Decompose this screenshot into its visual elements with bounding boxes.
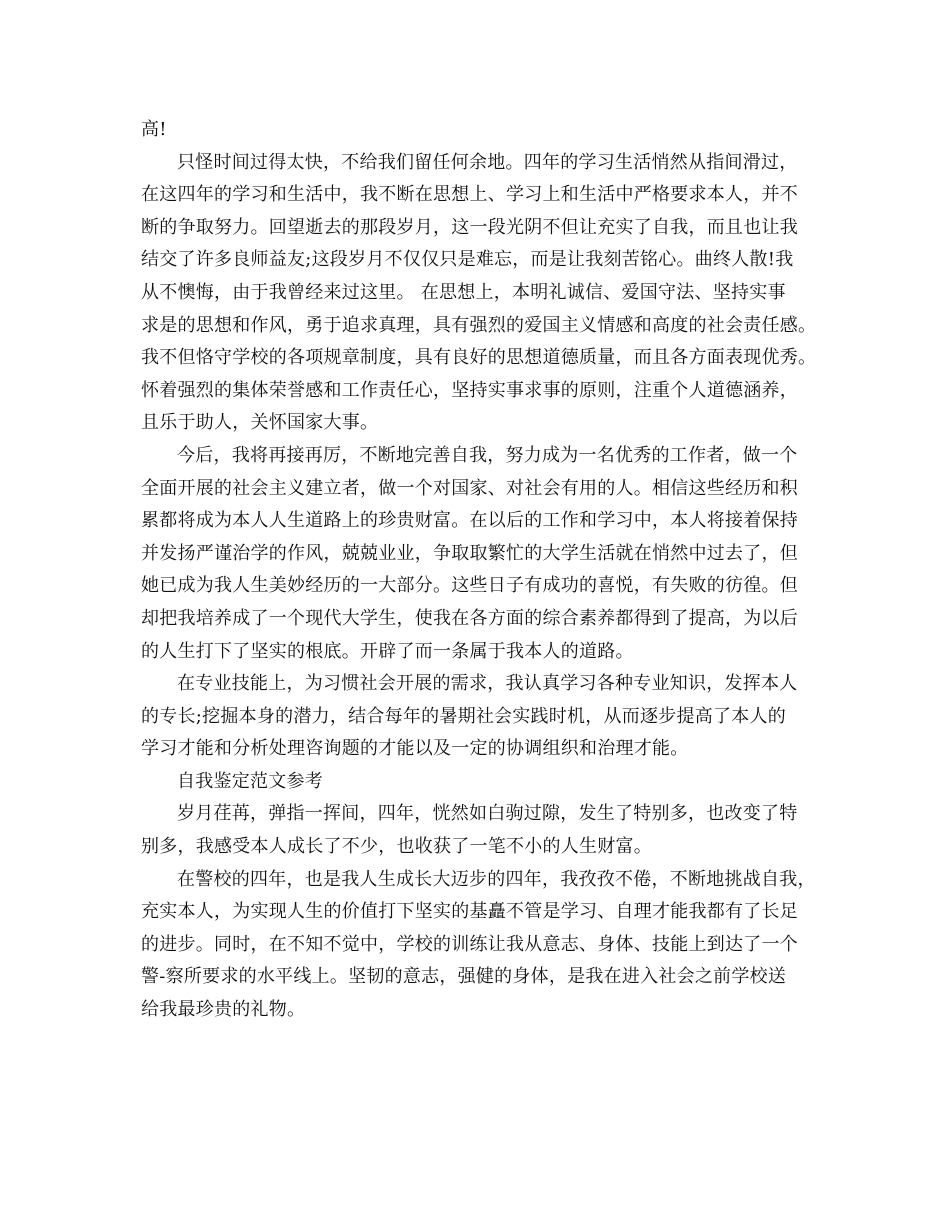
text-line: 别多，我感受本人成长了不少，也收获了一笔不小的人生财富。 [141,836,652,858]
text-line: 断的争取努力。回望逝去的那段岁月，这一段光阴不但让充实了自我，而且也让我 [141,216,798,238]
paragraph-start-line: 只怪时间过得太快，不给我们留任何余地。四年的学习生活悄然从指间滑过， [177,151,798,173]
text-line: 从不懊悔，由于我曾经来过这里。 在思想上，本明礼诚信、爱国守法、坚持实事 [141,281,786,303]
text-line: 我不但恪守学校的各项规章制度，具有良好的思想道德质量，而且各方面表现优秀。 [141,347,817,369]
text-line: 累都将成为本人人生道路上的珍贵财富。在以后的工作和学习中，本人将接着保持 [141,510,798,532]
text-line: 的进步。同时，在不知不觉中，学校的训练让我从意志、身体、技能上到达了一个 [141,933,798,955]
paragraph-start-line: 岁月荏苒，弹指一挥间，四年，恍然如白驹过隙，发生了特别多，也改变了特 [177,803,798,825]
document-body [141,114,816,1027]
text-line: 并发扬严谨治学的作风，兢兢业业，争取取繁忙的大学生活就在悄然中过去了，但 [141,542,798,564]
text-line: 学习才能和分析处理咨询题的才能以及一定的协调组织和治理才能。 [141,738,689,760]
paragraph-start-line: 在专业技能上，为习惯社会开展的需求，我认真学习各种专业知识，发挥本人 [177,673,798,695]
text-line: 却把我培养成了一个现代大学生，使我在各方面的综合素养都得到了提高，为以后 [141,607,798,629]
text-line: 充实本人，为实现人生的价值打下坚实的基矗不管是学习、自理才能我都有了长足 [141,901,798,923]
text-line: 的人生打下了坚实的根底。开辟了而一条属于我本人的道路。 [141,640,634,662]
section-heading: 自我鉴定范文参考 [177,770,323,792]
text-line: 结交了许多良师益友;这段岁月不仅仅只是难忘，而是让我刻苦铭心。曲终人散!我 [141,249,794,271]
text-line: 全面开展的社会主义建立者，做一个对国家、对社会有用的人。相信这些经历和积 [141,477,798,499]
paragraph-start-line: 在警校的四年，也是我人生成长大迈步的四年，我孜孜不倦，不断地挑战自我， [177,868,816,890]
paragraph-start-line: 今后，我将再接再厉，不断地完善自我，努力成为一名优秀的工作者，做一个 [177,444,798,466]
text-line: 给我最珍贵的礼物。 [141,999,306,1021]
text-line: 高! [141,119,167,140]
text-line: 她已成为我人生美妙经历的一大部分。这些日子有成功的喜悦，有失败的彷徨。但 [141,575,798,597]
text-line: 怀着强烈的集体荣誉感和工作责任心，坚持实事求事的原则，注重个人道德涵养， [141,379,798,401]
text-line: 且乐于助人，关怀国家大事。 [141,412,379,434]
text-line: 求是的思想和作风，勇于追求真理，具有强烈的爱国主义情感和高度的社会责任感。 [141,314,817,336]
text-line: 警-察所要求的水平线上。坚韧的意志，强健的身体，是我在进入社会之前学校送 [141,966,787,988]
text-line: 在这四年的学习和生活中，我不断在思想上、学习上和生活中严格要求本人，并不 [141,184,798,206]
text-line: 的专长;挖掘本身的潜力，结合每年的暑期社会实践时机，从而逐步提高了本人的 [141,705,787,727]
